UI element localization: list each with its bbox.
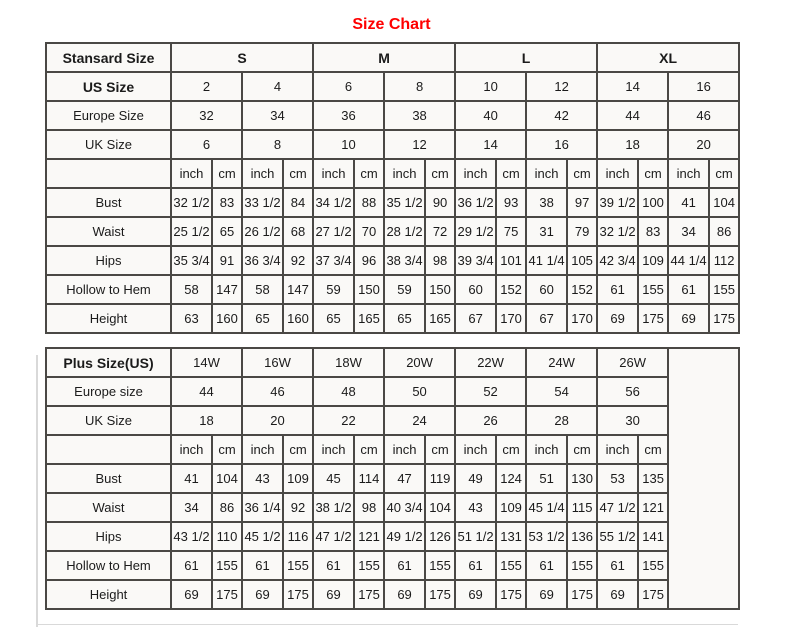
data-cell: cm: [567, 159, 597, 188]
data-cell: 175: [212, 580, 242, 609]
data-cell: 101: [496, 246, 526, 275]
data-cell: 22: [313, 406, 384, 435]
data-cell: 55 1/2: [597, 522, 638, 551]
tables-container: [0, 42, 802, 610]
data-cell: 104: [709, 188, 739, 217]
data-cell: 175: [425, 580, 455, 609]
data-cell: 135: [638, 464, 668, 493]
data-cell: 152: [496, 275, 526, 304]
data-cell: 65: [242, 304, 283, 333]
row-label: Hollow to Hem: [46, 551, 171, 580]
data-cell: 131: [496, 522, 526, 551]
data-cell: 6: [171, 130, 242, 159]
data-cell: 104: [212, 464, 242, 493]
data-cell: 96: [354, 246, 384, 275]
data-cell: inch: [384, 435, 425, 464]
data-cell: 24: [384, 406, 455, 435]
data-cell: 83: [212, 188, 242, 217]
data-cell: 32 1/2: [597, 217, 638, 246]
data-cell: 60: [455, 275, 496, 304]
data-cell: 36 1/2: [455, 188, 496, 217]
data-cell: 155: [354, 551, 384, 580]
data-cell: 20W: [384, 348, 455, 377]
data-cell: 147: [212, 275, 242, 304]
data-cell: 47 1/2: [313, 522, 354, 551]
data-cell: 26: [455, 406, 526, 435]
data-cell: 47: [384, 464, 425, 493]
row-label: Bust: [46, 188, 171, 217]
data-cell: cm: [709, 159, 739, 188]
table-row: [46, 493, 739, 522]
data-cell: 8: [242, 130, 313, 159]
data-cell: 59: [313, 275, 354, 304]
row-label: UK Size: [46, 130, 171, 159]
data-cell: 91: [212, 246, 242, 275]
data-cell: 34: [242, 101, 313, 130]
data-cell: 53 1/2: [526, 522, 567, 551]
data-cell: inch: [597, 435, 638, 464]
data-cell: inch: [668, 159, 709, 188]
data-cell: 160: [283, 304, 313, 333]
data-cell: 46: [668, 101, 739, 130]
data-cell: 67: [455, 304, 496, 333]
data-cell: 47 1/2: [597, 493, 638, 522]
data-cell: 70: [354, 217, 384, 246]
data-cell: 121: [354, 522, 384, 551]
table-row: [46, 464, 739, 493]
data-cell: 69: [455, 580, 496, 609]
data-cell: 155: [283, 551, 313, 580]
data-cell: 37 3/4: [313, 246, 354, 275]
data-cell: cm: [425, 159, 455, 188]
data-cell: 63: [171, 304, 212, 333]
data-cell: 61: [313, 551, 354, 580]
data-cell: 41: [171, 464, 212, 493]
data-cell: 124: [496, 464, 526, 493]
data-cell: 86: [212, 493, 242, 522]
table-row: [46, 348, 739, 377]
data-cell: 175: [567, 580, 597, 609]
data-cell: 44: [597, 101, 668, 130]
data-cell: 92: [283, 493, 313, 522]
data-cell: 130: [567, 464, 597, 493]
row-label: US Size: [46, 72, 171, 101]
data-cell: 61: [455, 551, 496, 580]
data-cell: 14W: [171, 348, 242, 377]
data-cell: 14: [597, 72, 668, 101]
data-cell: 109: [638, 246, 668, 275]
data-cell: 93: [496, 188, 526, 217]
data-cell: 109: [283, 464, 313, 493]
data-cell: 27 1/2: [313, 217, 354, 246]
data-cell: 79: [567, 217, 597, 246]
data-cell: 51: [526, 464, 567, 493]
data-cell: inch: [384, 159, 425, 188]
table-row: [46, 217, 739, 246]
data-cell: 75: [496, 217, 526, 246]
data-cell: 51 1/2: [455, 522, 496, 551]
data-cell: 97: [567, 188, 597, 217]
row-label: Stansard Size: [46, 43, 171, 72]
data-cell: 61: [597, 551, 638, 580]
data-cell: 100: [638, 188, 668, 217]
data-cell: 36 1/4: [242, 493, 283, 522]
data-cell: 32: [171, 101, 242, 130]
data-cell: cm: [567, 435, 597, 464]
data-cell: 31: [526, 217, 567, 246]
data-cell: 136: [567, 522, 597, 551]
data-cell: 155: [567, 551, 597, 580]
data-cell: 119: [425, 464, 455, 493]
data-cell: 69: [384, 580, 425, 609]
data-cell: 10: [313, 130, 384, 159]
data-cell: 46: [242, 377, 313, 406]
data-cell: 12: [526, 72, 597, 101]
data-cell: 25 1/2: [171, 217, 212, 246]
data-cell: 69: [526, 580, 567, 609]
data-cell: 38 1/2: [313, 493, 354, 522]
table-row: [46, 435, 739, 464]
data-cell: 61: [526, 551, 567, 580]
table-row: [46, 72, 739, 101]
row-label: Height: [46, 580, 171, 609]
data-cell: 39 1/2: [597, 188, 638, 217]
data-cell: 115: [567, 493, 597, 522]
data-cell: 69: [668, 304, 709, 333]
table-row: [46, 377, 739, 406]
data-cell: 110: [212, 522, 242, 551]
data-cell: 67: [526, 304, 567, 333]
data-cell: 98: [425, 246, 455, 275]
data-cell: 105: [567, 246, 597, 275]
data-cell: 175: [709, 304, 739, 333]
data-cell: 61: [384, 551, 425, 580]
data-cell: 84: [283, 188, 313, 217]
data-cell: 29 1/2: [455, 217, 496, 246]
row-label: Hips: [46, 522, 171, 551]
data-cell: inch: [313, 435, 354, 464]
row-label: Europe size: [46, 377, 171, 406]
data-cell: 170: [496, 304, 526, 333]
data-cell: 16W: [242, 348, 313, 377]
data-cell: 28: [526, 406, 597, 435]
data-cell: 45 1/2: [242, 522, 283, 551]
data-cell: 69: [242, 580, 283, 609]
data-cell: 88: [354, 188, 384, 217]
data-cell: 69: [597, 580, 638, 609]
data-cell: 26W: [597, 348, 668, 377]
data-cell: 44: [171, 377, 242, 406]
table-row: [46, 188, 739, 217]
data-cell: 49: [455, 464, 496, 493]
data-cell: 155: [638, 275, 668, 304]
data-cell: 45: [313, 464, 354, 493]
scan-artifact-line: [36, 624, 738, 625]
table-row: [46, 43, 739, 72]
data-cell: 92: [283, 246, 313, 275]
data-cell: L: [455, 43, 597, 72]
data-cell: inch: [171, 159, 212, 188]
row-label: Plus Size(US): [46, 348, 171, 377]
data-cell: 43 1/2: [171, 522, 212, 551]
table-row: [46, 406, 739, 435]
data-cell: inch: [455, 435, 496, 464]
data-cell: inch: [313, 159, 354, 188]
row-label: Waist: [46, 217, 171, 246]
data-cell: 28 1/2: [384, 217, 425, 246]
row-label: Hips: [46, 246, 171, 275]
data-cell: cm: [638, 159, 668, 188]
data-cell: 6: [313, 72, 384, 101]
data-cell: inch: [526, 159, 567, 188]
data-cell: 141: [638, 522, 668, 551]
data-cell: 38: [384, 101, 455, 130]
data-cell: cm: [496, 435, 526, 464]
row-label: Height: [46, 304, 171, 333]
data-cell: 61: [668, 275, 709, 304]
data-cell: 170: [567, 304, 597, 333]
data-cell: 68: [283, 217, 313, 246]
data-cell: 165: [425, 304, 455, 333]
data-cell: 69: [171, 580, 212, 609]
data-cell: 32 1/2: [171, 188, 212, 217]
data-cell: 33 1/2: [242, 188, 283, 217]
data-cell: 155: [212, 551, 242, 580]
data-cell: 30: [597, 406, 668, 435]
row-label: Hollow to Hem: [46, 275, 171, 304]
data-cell: 20: [242, 406, 313, 435]
data-cell: M: [313, 43, 455, 72]
data-cell: 42: [526, 101, 597, 130]
data-cell: cm: [496, 159, 526, 188]
data-cell: 36 3/4: [242, 246, 283, 275]
data-cell: S: [171, 43, 313, 72]
data-cell: 34: [668, 217, 709, 246]
data-cell: 150: [354, 275, 384, 304]
data-cell: 18W: [313, 348, 384, 377]
data-cell: cm: [283, 435, 313, 464]
data-cell: cm: [638, 435, 668, 464]
data-cell: 49 1/2: [384, 522, 425, 551]
data-cell: 147: [283, 275, 313, 304]
data-cell: 61: [242, 551, 283, 580]
table-row: [46, 551, 739, 580]
empty-filler-cell: [668, 348, 739, 609]
data-cell: 44 1/4: [668, 246, 709, 275]
data-cell: 43: [242, 464, 283, 493]
data-cell: 45 1/4: [526, 493, 567, 522]
data-cell: 86: [709, 217, 739, 246]
data-cell: 69: [597, 304, 638, 333]
data-cell: 165: [354, 304, 384, 333]
plus-size-table: [45, 347, 740, 610]
size-chart-page: [0, 15, 802, 610]
table-row: [46, 130, 739, 159]
data-cell: inch: [597, 159, 638, 188]
data-cell: 58: [242, 275, 283, 304]
data-cell: 90: [425, 188, 455, 217]
data-cell: 12: [384, 130, 455, 159]
data-cell: 38 3/4: [384, 246, 425, 275]
data-cell: 160: [212, 304, 242, 333]
data-cell: 60: [526, 275, 567, 304]
data-cell: 36: [313, 101, 384, 130]
data-cell: 52: [455, 377, 526, 406]
data-cell: 50: [384, 377, 455, 406]
data-cell: 72: [425, 217, 455, 246]
data-cell: 20: [668, 130, 739, 159]
data-cell: 2: [171, 72, 242, 101]
data-cell: 22W: [455, 348, 526, 377]
data-cell: inch: [526, 435, 567, 464]
row-label: Bust: [46, 464, 171, 493]
data-cell: 58: [171, 275, 212, 304]
data-cell: 34 1/2: [313, 188, 354, 217]
data-cell: 65: [313, 304, 354, 333]
data-cell: 42 3/4: [597, 246, 638, 275]
data-cell: cm: [212, 435, 242, 464]
data-cell: 175: [283, 580, 313, 609]
data-cell: 65: [212, 217, 242, 246]
data-cell: 40: [455, 101, 526, 130]
data-cell: 34: [171, 493, 212, 522]
data-cell: 175: [354, 580, 384, 609]
row-label: [46, 159, 171, 188]
data-cell: 41 1/4: [526, 246, 567, 275]
data-cell: 56: [597, 377, 668, 406]
data-cell: 41: [668, 188, 709, 217]
data-cell: 104: [425, 493, 455, 522]
data-cell: 98: [354, 493, 384, 522]
data-cell: 155: [638, 551, 668, 580]
data-cell: 8: [384, 72, 455, 101]
data-cell: 35 3/4: [171, 246, 212, 275]
row-label: Waist: [46, 493, 171, 522]
data-cell: 112: [709, 246, 739, 275]
data-cell: 155: [425, 551, 455, 580]
table-row: [46, 580, 739, 609]
table-row: [46, 522, 739, 551]
data-cell: 61: [171, 551, 212, 580]
data-cell: 155: [496, 551, 526, 580]
data-cell: 59: [384, 275, 425, 304]
data-cell: 175: [638, 580, 668, 609]
row-label: Europe Size: [46, 101, 171, 130]
data-cell: 26 1/2: [242, 217, 283, 246]
data-cell: inch: [242, 159, 283, 188]
data-cell: 18: [597, 130, 668, 159]
data-cell: 39 3/4: [455, 246, 496, 275]
table-row: [46, 304, 739, 333]
standard-size-table: [45, 42, 740, 334]
data-cell: 155: [709, 275, 739, 304]
data-cell: 83: [638, 217, 668, 246]
scan-artifact-line: [36, 355, 38, 627]
data-cell: 35 1/2: [384, 188, 425, 217]
data-cell: 16: [668, 72, 739, 101]
data-cell: inch: [171, 435, 212, 464]
data-cell: cm: [425, 435, 455, 464]
row-label: [46, 435, 171, 464]
data-cell: 24W: [526, 348, 597, 377]
data-cell: 4: [242, 72, 313, 101]
data-cell: 14: [455, 130, 526, 159]
data-cell: 61: [597, 275, 638, 304]
table-row: [46, 159, 739, 188]
data-cell: 114: [354, 464, 384, 493]
data-cell: 175: [496, 580, 526, 609]
data-cell: 18: [171, 406, 242, 435]
data-cell: inch: [455, 159, 496, 188]
data-cell: cm: [212, 159, 242, 188]
data-cell: 48: [313, 377, 384, 406]
page-title: Size Chart: [352, 16, 431, 33]
data-cell: 116: [283, 522, 313, 551]
data-cell: 43: [455, 493, 496, 522]
data-cell: 126: [425, 522, 455, 551]
data-cell: cm: [354, 435, 384, 464]
data-cell: 54: [526, 377, 597, 406]
data-cell: 10: [455, 72, 526, 101]
data-cell: 152: [567, 275, 597, 304]
data-cell: 16: [526, 130, 597, 159]
row-label: UK Size: [46, 406, 171, 435]
data-cell: inch: [242, 435, 283, 464]
table-row: [46, 101, 739, 130]
data-cell: 175: [638, 304, 668, 333]
table-row: [46, 246, 739, 275]
data-cell: 65: [384, 304, 425, 333]
data-cell: 69: [313, 580, 354, 609]
data-cell: 150: [425, 275, 455, 304]
data-cell: XL: [597, 43, 739, 72]
data-cell: 40 3/4: [384, 493, 425, 522]
data-cell: 53: [597, 464, 638, 493]
data-cell: 121: [638, 493, 668, 522]
data-cell: 109: [496, 493, 526, 522]
table-row: [46, 275, 739, 304]
data-cell: 38: [526, 188, 567, 217]
data-cell: cm: [354, 159, 384, 188]
data-cell: cm: [283, 159, 313, 188]
